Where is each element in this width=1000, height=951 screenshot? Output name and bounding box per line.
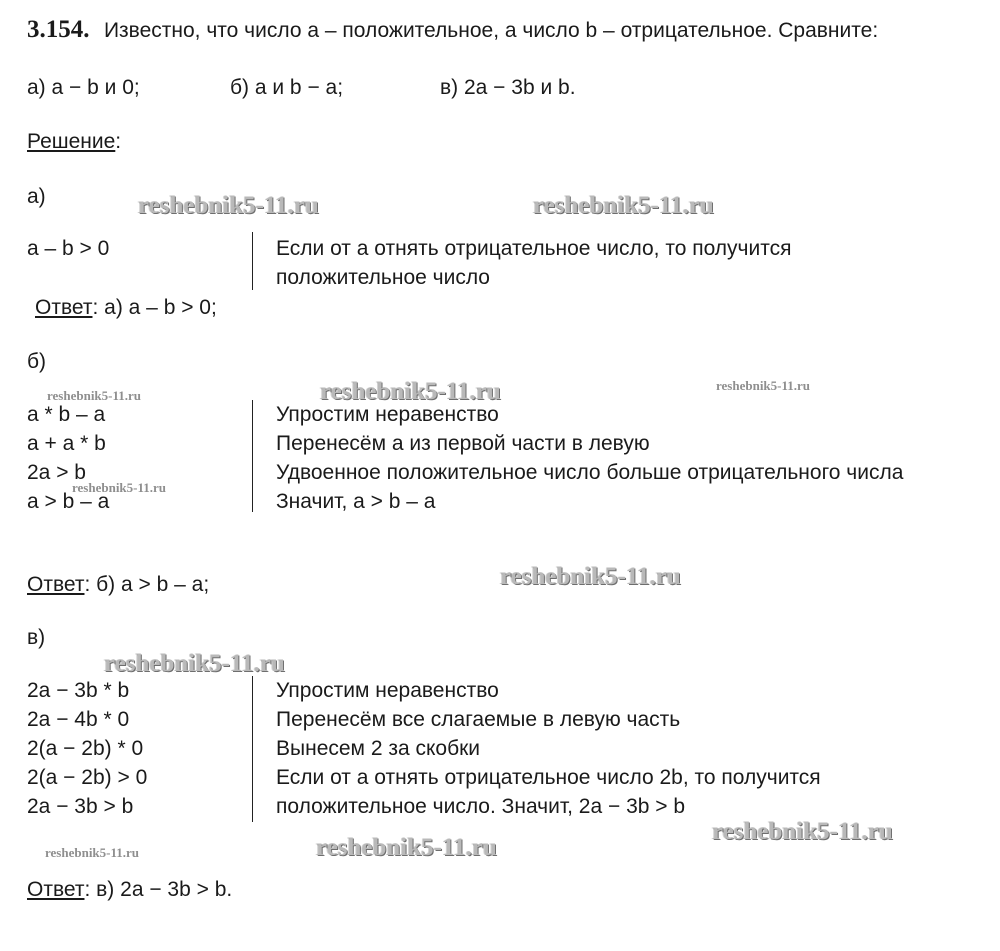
answer-label-c: Ответ [27,878,85,901]
part-a-answer [35,296,217,320]
watermark: reshebnik5-11.ru [104,650,285,677]
problem-statement: Известно, что число a – положительное, а число b – отрицательное. Сравните: [103,19,879,42]
watermark: reshebnik5-11.ru [72,480,167,495]
part-b-divider [252,400,253,512]
part-c-right-5: положительное число. Значит, 2a − 3b > b [276,795,686,818]
answer-c-text: : в) 2a − 3b > b. [84,878,233,901]
part-b-answer [27,573,209,597]
watermark: reshebnik5-11.ru [533,192,714,219]
solution-heading [27,130,121,154]
watermark: reshebnik5-11.ru [320,378,501,405]
problem-part-a: а) a − b и 0; [27,76,140,99]
part-a-divider [252,232,253,290]
part-c-right-2: Перенесём все слагаемые в левую часть [276,708,681,731]
part-c-left-2: 2a − 4b * 0 [27,708,130,731]
part-a-left-1: a – b > 0 [27,237,110,260]
part-a-right-2: положительное число [276,266,490,289]
problem-number: 3.154. [27,16,90,43]
part-c-left-3: 2(a − 2b) * 0 [27,737,144,760]
watermark: reshebnik5-11.ru [500,563,681,590]
answer-label-a: Ответ [35,296,93,319]
watermark: reshebnik5-11.ru [47,388,142,403]
answer-b-text: : б) a > b – a; [84,573,210,596]
part-b-left-2: a + a * b [27,432,106,455]
answer-a-text: : а) a – b > 0; [92,296,217,319]
watermark: reshebnik5-11.ru [716,378,811,393]
part-c-left-5: 2a − 3b > b [27,795,134,818]
part-b-right-3: Удвоенное положительное число больше отрицательного числа [276,461,904,484]
part-c-right-3: Вынесем 2 за скобки [276,737,481,760]
problem-header [27,16,878,44]
part-c-right-4: Если от a отнять отрицательное число 2b, то получится [276,766,821,789]
part-b-left-3: 2a > b [27,461,86,484]
watermark: reshebnik5-11.ru [138,192,319,219]
part-c-left-1: 2a − 3b * b [27,679,130,702]
watermark: reshebnik5-11.ru [316,834,497,861]
solution-label: Решение [27,130,116,153]
part-c-answer [27,878,232,902]
part-b-right-2: Перенесём a из первой части в левую [276,432,650,455]
part-c-divider [252,676,253,822]
part-a-label: а) [27,185,46,208]
part-c-label: в) [27,626,46,649]
part-c-left-4: 2(a − 2b) > 0 [27,766,148,789]
part-b-left-4: a > b – a [27,490,110,513]
part-a-right-1: Если от a отнять отрицательное число, то получится [276,237,792,260]
part-b-right-1: Упростим неравенство [276,403,499,426]
solution-colon: : [115,130,122,153]
part-c-right-1: Упростим неравенство [276,679,499,702]
answer-label-b: Ответ [27,573,85,596]
part-b-label: б) [27,350,47,373]
problem-part-b: б) a и b − a; [230,76,344,99]
watermark: reshebnik5-11.ru [45,845,140,860]
part-b-left-1: a * b – a [27,403,106,426]
watermark: reshebnik5-11.ru [712,818,893,845]
part-b-right-4: Значит, a > b – a [276,490,436,513]
problem-part-c: в) 2a − 3b и b. [440,76,576,99]
